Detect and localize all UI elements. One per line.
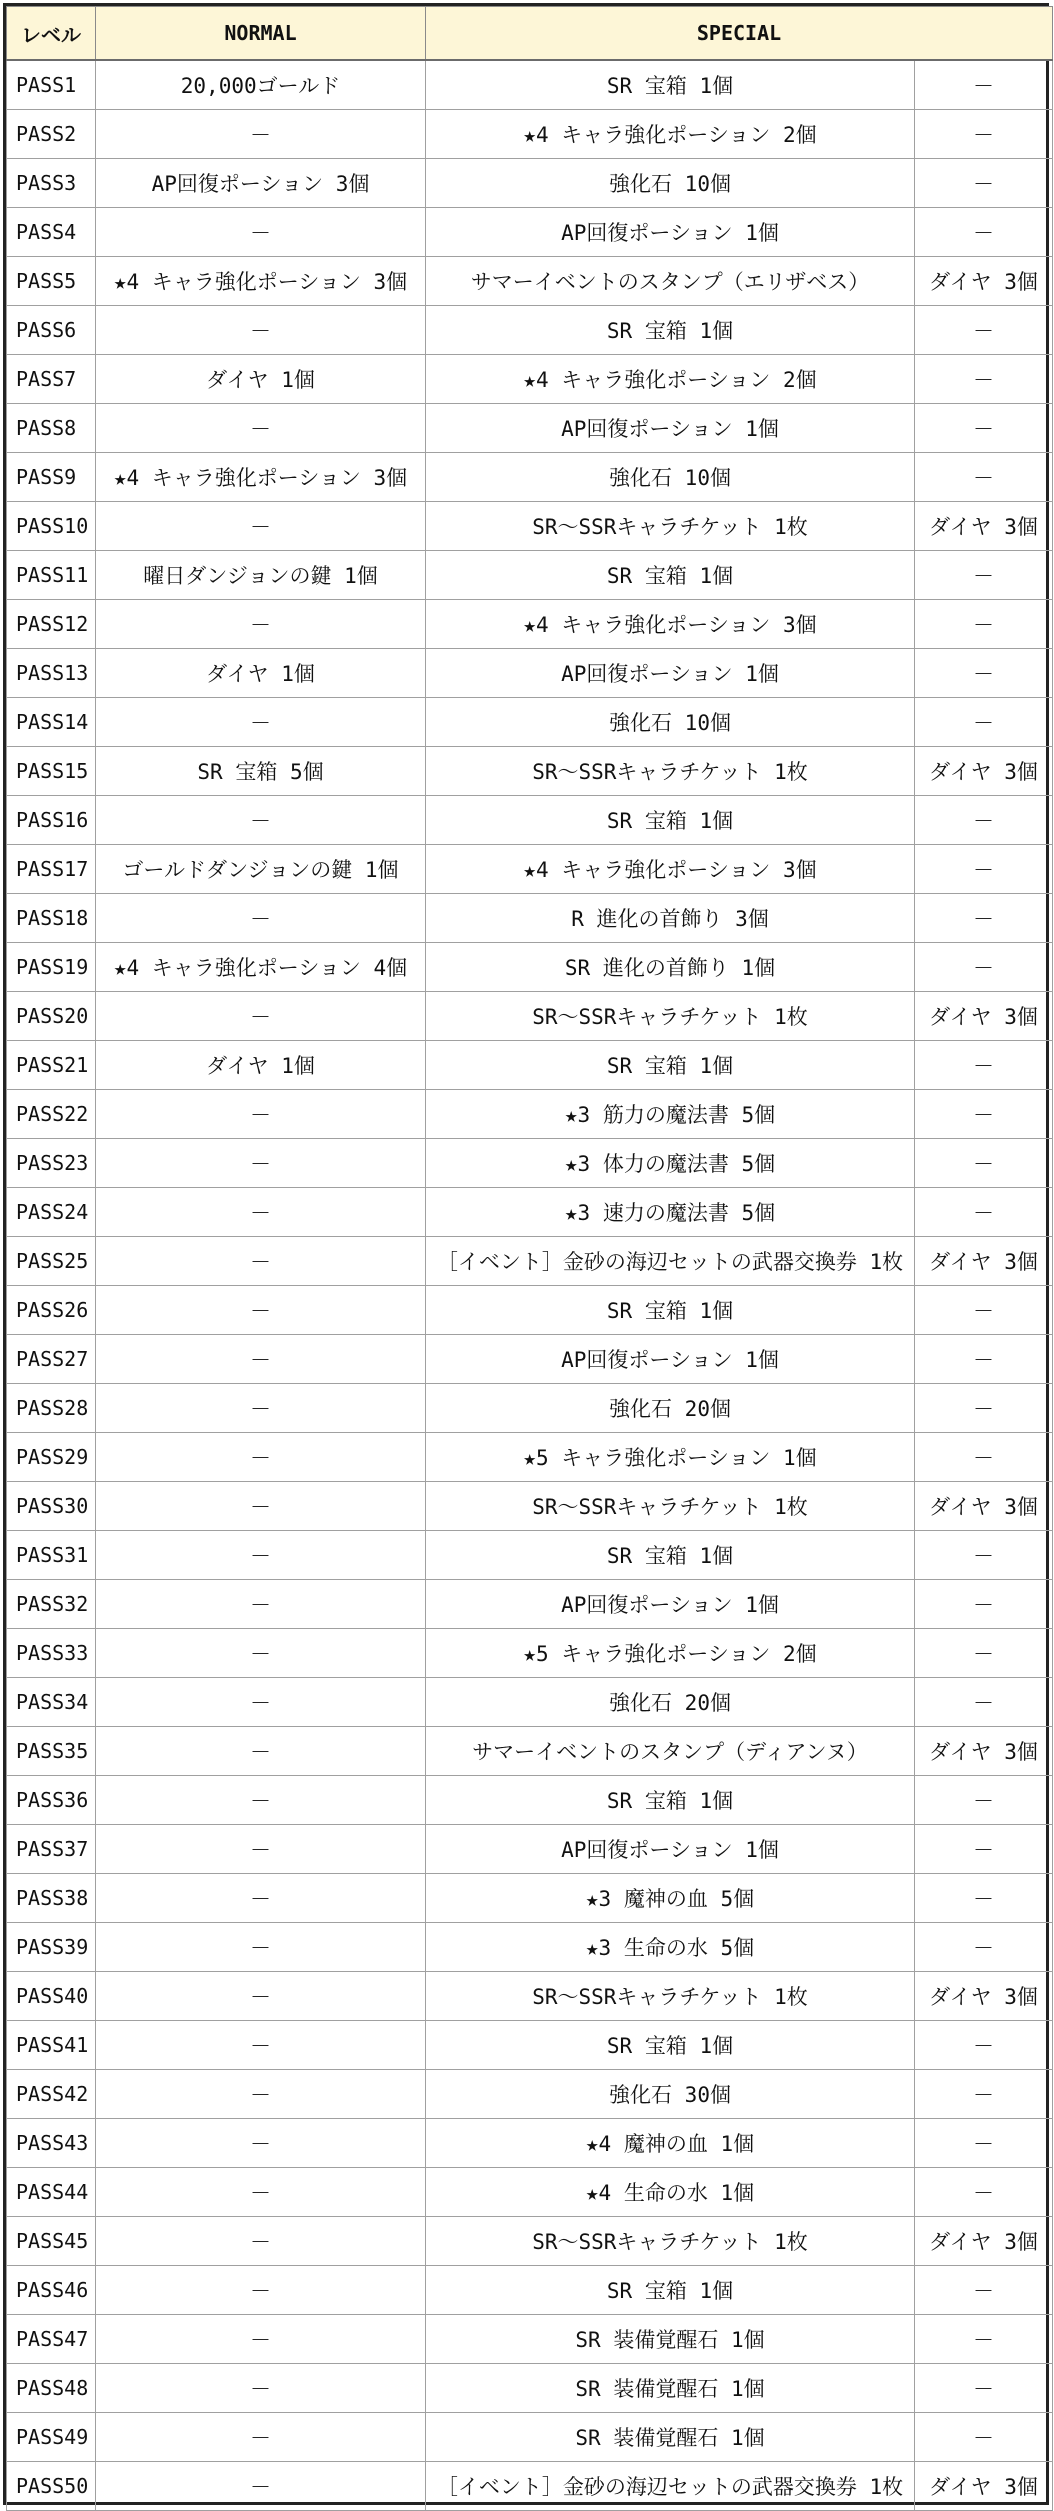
cell-normal: ダイヤ 1個 — [96, 649, 426, 698]
cell-level: PASS17 — [7, 845, 96, 894]
cell-special: SR～SSRキャラチケット 1枚 — [426, 992, 915, 1041]
table-row — [7, 502, 1053, 551]
cell-extra: ダイヤ 3個 — [915, 1237, 1053, 1286]
table-row — [7, 2168, 1053, 2217]
table-row — [7, 2315, 1053, 2364]
cell-extra: － — [915, 2021, 1053, 2070]
table-row — [7, 306, 1053, 355]
table-row — [7, 2413, 1053, 2462]
cell-extra: － — [915, 1874, 1053, 1923]
cell-normal: － — [96, 1580, 426, 1629]
cell-extra: － — [915, 1433, 1053, 1482]
cell-special: SR～SSRキャラチケット 1枚 — [426, 502, 915, 551]
cell-special: SR～SSRキャラチケット 1枚 — [426, 2217, 915, 2266]
cell-normal: － — [96, 306, 426, 355]
cell-extra: ダイヤ 3個 — [915, 747, 1053, 796]
cell-extra: ダイヤ 3個 — [915, 257, 1053, 306]
cell-extra: － — [915, 845, 1053, 894]
cell-level: PASS43 — [7, 2119, 96, 2168]
cell-extra: － — [915, 1286, 1053, 1335]
cell-special: ★4 キャラ強化ポーション 3個 — [426, 845, 915, 894]
table-row — [7, 1384, 1053, 1433]
cell-level: PASS26 — [7, 1286, 96, 1335]
table-row — [7, 943, 1053, 992]
cell-special: SR 宝箱 1個 — [426, 551, 915, 600]
cell-normal: － — [96, 502, 426, 551]
table-row — [7, 1972, 1053, 2021]
cell-normal: 曜日ダンジョンの鍵 1個 — [96, 551, 426, 600]
cell-level: PASS40 — [7, 1972, 96, 2021]
cell-normal: － — [96, 600, 426, 649]
cell-special: ★3 体力の魔法書 5個 — [426, 1139, 915, 1188]
cell-extra: － — [915, 698, 1053, 747]
cell-extra: － — [915, 2070, 1053, 2119]
cell-normal: － — [96, 1482, 426, 1531]
cell-level: PASS30 — [7, 1482, 96, 1531]
cell-normal: ダイヤ 1個 — [96, 355, 426, 404]
cell-normal: － — [96, 1139, 426, 1188]
cell-special: SR 装備覚醒石 1個 — [426, 2364, 915, 2413]
cell-special: SR 装備覚醒石 1個 — [426, 2315, 915, 2364]
cell-special: ★4 魔神の血 1個 — [426, 2119, 915, 2168]
table-row — [7, 1286, 1053, 1335]
cell-level: PASS27 — [7, 1335, 96, 1384]
cell-normal: － — [96, 1678, 426, 1727]
cell-extra: － — [915, 2364, 1053, 2413]
cell-normal: － — [96, 2266, 426, 2315]
table-row — [7, 1531, 1053, 1580]
table-row — [7, 1335, 1053, 1384]
table-row — [7, 355, 1053, 404]
cell-special: SR 宝箱 1個 — [426, 60, 915, 110]
cell-normal: － — [96, 1433, 426, 1482]
cell-normal: － — [96, 1825, 426, 1874]
cell-extra: － — [915, 453, 1053, 502]
cell-normal: ★4 キャラ強化ポーション 4個 — [96, 943, 426, 992]
table-row — [7, 600, 1053, 649]
table-row — [7, 2070, 1053, 2119]
cell-level: PASS20 — [7, 992, 96, 1041]
cell-level: PASS2 — [7, 110, 96, 159]
cell-extra: － — [915, 159, 1053, 208]
cell-special: ★3 筋力の魔法書 5個 — [426, 1090, 915, 1139]
cell-level: PASS11 — [7, 551, 96, 600]
cell-normal: － — [96, 1090, 426, 1139]
cell-level: PASS46 — [7, 2266, 96, 2315]
cell-level: PASS14 — [7, 698, 96, 747]
cell-normal: 20,000ゴールド — [96, 60, 426, 110]
cell-extra: － — [915, 1629, 1053, 1678]
cell-special: サマーイベントのスタンプ（ディアンヌ） — [426, 1727, 915, 1776]
cell-extra: － — [915, 1825, 1053, 1874]
cell-extra: － — [915, 1531, 1053, 1580]
cell-extra: － — [915, 1041, 1053, 1090]
cell-level: PASS42 — [7, 2070, 96, 2119]
cell-extra: － — [915, 894, 1053, 943]
cell-level: PASS35 — [7, 1727, 96, 1776]
cell-extra: － — [915, 1678, 1053, 1727]
cell-level: PASS38 — [7, 1874, 96, 1923]
cell-special: ★4 生命の水 1個 — [426, 2168, 915, 2217]
cell-extra: － — [915, 2168, 1053, 2217]
table-row — [7, 208, 1053, 257]
table-row — [7, 1923, 1053, 1972]
cell-special: AP回復ポーション 1個 — [426, 1580, 915, 1629]
cell-level: PASS50 — [7, 2462, 96, 2511]
cell-normal: － — [96, 1629, 426, 1678]
cell-level: PASS21 — [7, 1041, 96, 1090]
table-row — [7, 649, 1053, 698]
cell-extra: － — [915, 404, 1053, 453]
table-row — [7, 1041, 1053, 1090]
cell-special: SR 装備覚醒石 1個 — [426, 2413, 915, 2462]
cell-level: PASS9 — [7, 453, 96, 502]
reward-table-container — [3, 3, 1049, 2505]
cell-extra: ダイヤ 3個 — [915, 502, 1053, 551]
cell-extra: － — [915, 2119, 1053, 2168]
header-level: レベル — [7, 7, 96, 61]
cell-normal: － — [96, 2168, 426, 2217]
cell-special: SR 宝箱 1個 — [426, 1041, 915, 1090]
cell-level: PASS34 — [7, 1678, 96, 1727]
cell-special: 強化石 30個 — [426, 2070, 915, 2119]
cell-special: 強化石 10個 — [426, 698, 915, 747]
cell-level: PASS22 — [7, 1090, 96, 1139]
cell-extra: ダイヤ 3個 — [915, 1482, 1053, 1531]
cell-special: SR 宝箱 1個 — [426, 1531, 915, 1580]
cell-extra: － — [915, 943, 1053, 992]
cell-level: PASS18 — [7, 894, 96, 943]
cell-level: PASS12 — [7, 600, 96, 649]
cell-special: ★3 魔神の血 5個 — [426, 1874, 915, 1923]
cell-normal: － — [96, 2413, 426, 2462]
table-row — [7, 453, 1053, 502]
cell-normal: － — [96, 110, 426, 159]
cell-level: PASS45 — [7, 2217, 96, 2266]
cell-level: PASS25 — [7, 1237, 96, 1286]
cell-special: ★4 キャラ強化ポーション 3個 — [426, 600, 915, 649]
cell-extra: － — [915, 1090, 1053, 1139]
cell-level: PASS6 — [7, 306, 96, 355]
cell-level: PASS28 — [7, 1384, 96, 1433]
cell-extra: － — [915, 306, 1053, 355]
cell-extra: ダイヤ 3個 — [915, 1727, 1053, 1776]
cell-extra: － — [915, 1580, 1053, 1629]
cell-normal: － — [96, 1531, 426, 1580]
cell-normal: AP回復ポーション 3個 — [96, 159, 426, 208]
cell-normal: － — [96, 1237, 426, 1286]
cell-normal: － — [96, 796, 426, 845]
cell-extra: － — [915, 355, 1053, 404]
header-row — [7, 7, 1053, 61]
cell-normal: － — [96, 1384, 426, 1433]
cell-extra: ダイヤ 3個 — [915, 2462, 1053, 2511]
cell-normal: SR 宝箱 5個 — [96, 747, 426, 796]
cell-normal: － — [96, 2119, 426, 2168]
cell-special: AP回復ポーション 1個 — [426, 1335, 915, 1384]
table-row — [7, 159, 1053, 208]
cell-special: AP回復ポーション 1個 — [426, 404, 915, 453]
cell-normal: － — [96, 2070, 426, 2119]
cell-normal: ★4 キャラ強化ポーション 3個 — [96, 453, 426, 502]
cell-special: SR 宝箱 1個 — [426, 796, 915, 845]
cell-extra: － — [915, 2315, 1053, 2364]
cell-special: 強化石 10個 — [426, 159, 915, 208]
cell-extra: － — [915, 600, 1053, 649]
header-special: SPECIAL — [426, 7, 1053, 61]
cell-level: PASS13 — [7, 649, 96, 698]
cell-normal: ★4 キャラ強化ポーション 3個 — [96, 257, 426, 306]
cell-special: ★5 キャラ強化ポーション 1個 — [426, 1433, 915, 1482]
pass-reward-table — [6, 6, 1053, 2511]
table-row — [7, 1090, 1053, 1139]
cell-special: ［イベント］金砂の海辺セットの武器交換券 1枚 — [426, 1237, 915, 1286]
table-row — [7, 1629, 1053, 1678]
cell-special: SR 宝箱 1個 — [426, 2021, 915, 2070]
cell-normal: － — [96, 2462, 426, 2511]
cell-extra: － — [915, 649, 1053, 698]
cell-normal: － — [96, 404, 426, 453]
cell-level: PASS15 — [7, 747, 96, 796]
cell-level: PASS23 — [7, 1139, 96, 1188]
cell-level: PASS44 — [7, 2168, 96, 2217]
cell-extra: － — [915, 551, 1053, 600]
table-row — [7, 1482, 1053, 1531]
cell-extra: ダイヤ 3個 — [915, 992, 1053, 1041]
cell-special: SR～SSRキャラチケット 1枚 — [426, 747, 915, 796]
cell-special: AP回復ポーション 1個 — [426, 208, 915, 257]
cell-normal: － — [96, 208, 426, 257]
cell-level: PASS19 — [7, 943, 96, 992]
cell-normal: － — [96, 894, 426, 943]
table-row — [7, 1727, 1053, 1776]
cell-extra: － — [915, 1188, 1053, 1237]
cell-level: PASS24 — [7, 1188, 96, 1237]
cell-normal: － — [96, 1874, 426, 1923]
cell-level: PASS5 — [7, 257, 96, 306]
cell-normal: － — [96, 2217, 426, 2266]
cell-normal: － — [96, 2364, 426, 2413]
cell-special: AP回復ポーション 1個 — [426, 1825, 915, 1874]
table-row — [7, 1580, 1053, 1629]
table-row — [7, 1874, 1053, 1923]
cell-special: SR 宝箱 1個 — [426, 306, 915, 355]
cell-normal: － — [96, 1972, 426, 2021]
cell-level: PASS41 — [7, 2021, 96, 2070]
header-normal: NORMAL — [96, 7, 426, 61]
cell-special: サマーイベントのスタンプ（エリザベス） — [426, 257, 915, 306]
cell-extra: － — [915, 1923, 1053, 1972]
cell-normal: － — [96, 2021, 426, 2070]
table-row — [7, 796, 1053, 845]
cell-normal: ゴールドダンジョンの鍵 1個 — [96, 845, 426, 894]
cell-level: PASS32 — [7, 1580, 96, 1629]
cell-extra: － — [915, 2413, 1053, 2462]
cell-special: ★5 キャラ強化ポーション 2個 — [426, 1629, 915, 1678]
table-row — [7, 1776, 1053, 1825]
cell-level: PASS29 — [7, 1433, 96, 1482]
cell-normal: ダイヤ 1個 — [96, 1041, 426, 1090]
cell-special: SR 宝箱 1個 — [426, 2266, 915, 2315]
cell-normal: － — [96, 1286, 426, 1335]
cell-level: PASS39 — [7, 1923, 96, 1972]
table-row — [7, 1237, 1053, 1286]
cell-special: ［イベント］金砂の海辺セットの武器交換券 1枚 — [426, 2462, 915, 2511]
cell-level: PASS37 — [7, 1825, 96, 1874]
cell-special: SR 宝箱 1個 — [426, 1286, 915, 1335]
cell-level: PASS33 — [7, 1629, 96, 1678]
cell-normal: － — [96, 2315, 426, 2364]
table-row — [7, 2462, 1053, 2511]
table-row — [7, 992, 1053, 1041]
cell-level: PASS36 — [7, 1776, 96, 1825]
cell-special: SR 宝箱 1個 — [426, 1776, 915, 1825]
cell-extra: － — [915, 110, 1053, 159]
cell-extra: ダイヤ 3個 — [915, 1972, 1053, 2021]
table-row — [7, 551, 1053, 600]
cell-special: SR～SSRキャラチケット 1枚 — [426, 1972, 915, 2021]
cell-level: PASS49 — [7, 2413, 96, 2462]
table-row — [7, 1433, 1053, 1482]
cell-level: PASS31 — [7, 1531, 96, 1580]
table-row — [7, 698, 1053, 747]
cell-normal: － — [96, 992, 426, 1041]
table-row — [7, 1139, 1053, 1188]
table-row — [7, 2119, 1053, 2168]
cell-level: PASS48 — [7, 2364, 96, 2413]
cell-special: 強化石 20個 — [426, 1384, 915, 1433]
cell-extra: － — [915, 2266, 1053, 2315]
cell-special: 強化石 10個 — [426, 453, 915, 502]
cell-extra: － — [915, 796, 1053, 845]
table-row — [7, 2021, 1053, 2070]
table-row — [7, 894, 1053, 943]
cell-special: SR～SSRキャラチケット 1枚 — [426, 1482, 915, 1531]
cell-level: PASS7 — [7, 355, 96, 404]
cell-special: 強化石 20個 — [426, 1678, 915, 1727]
table-row — [7, 747, 1053, 796]
cell-level: PASS8 — [7, 404, 96, 453]
table-row — [7, 845, 1053, 894]
cell-level: PASS3 — [7, 159, 96, 208]
table-row — [7, 404, 1053, 453]
cell-special: SR 進化の首飾り 1個 — [426, 943, 915, 992]
cell-special: ★3 生命の水 5個 — [426, 1923, 915, 1972]
table-row — [7, 110, 1053, 159]
cell-special: ★4 キャラ強化ポーション 2個 — [426, 110, 915, 159]
cell-extra: － — [915, 208, 1053, 257]
table-row — [7, 257, 1053, 306]
cell-extra: ダイヤ 3個 — [915, 2217, 1053, 2266]
table-body — [7, 60, 1053, 2511]
table-row — [7, 1188, 1053, 1237]
cell-level: PASS16 — [7, 796, 96, 845]
cell-special: AP回復ポーション 1個 — [426, 649, 915, 698]
table-row — [7, 2364, 1053, 2413]
cell-level: PASS1 — [7, 60, 96, 110]
cell-extra: － — [915, 1139, 1053, 1188]
cell-special: ★4 キャラ強化ポーション 2個 — [426, 355, 915, 404]
table-row — [7, 1678, 1053, 1727]
cell-level: PASS4 — [7, 208, 96, 257]
cell-extra: － — [915, 60, 1053, 110]
cell-normal: － — [96, 1776, 426, 1825]
cell-normal: － — [96, 1335, 426, 1384]
table-row — [7, 60, 1053, 110]
cell-normal: － — [96, 698, 426, 747]
table-row — [7, 2266, 1053, 2315]
cell-extra: － — [915, 1384, 1053, 1433]
table-row — [7, 1825, 1053, 1874]
cell-normal: － — [96, 1727, 426, 1776]
cell-extra: － — [915, 1335, 1053, 1384]
cell-level: PASS10 — [7, 502, 96, 551]
table-row — [7, 2217, 1053, 2266]
cell-special: ★3 速力の魔法書 5個 — [426, 1188, 915, 1237]
cell-normal: － — [96, 1923, 426, 1972]
cell-level: PASS47 — [7, 2315, 96, 2364]
cell-special: R 進化の首飾り 3個 — [426, 894, 915, 943]
cell-extra: － — [915, 1776, 1053, 1825]
cell-normal: － — [96, 1188, 426, 1237]
